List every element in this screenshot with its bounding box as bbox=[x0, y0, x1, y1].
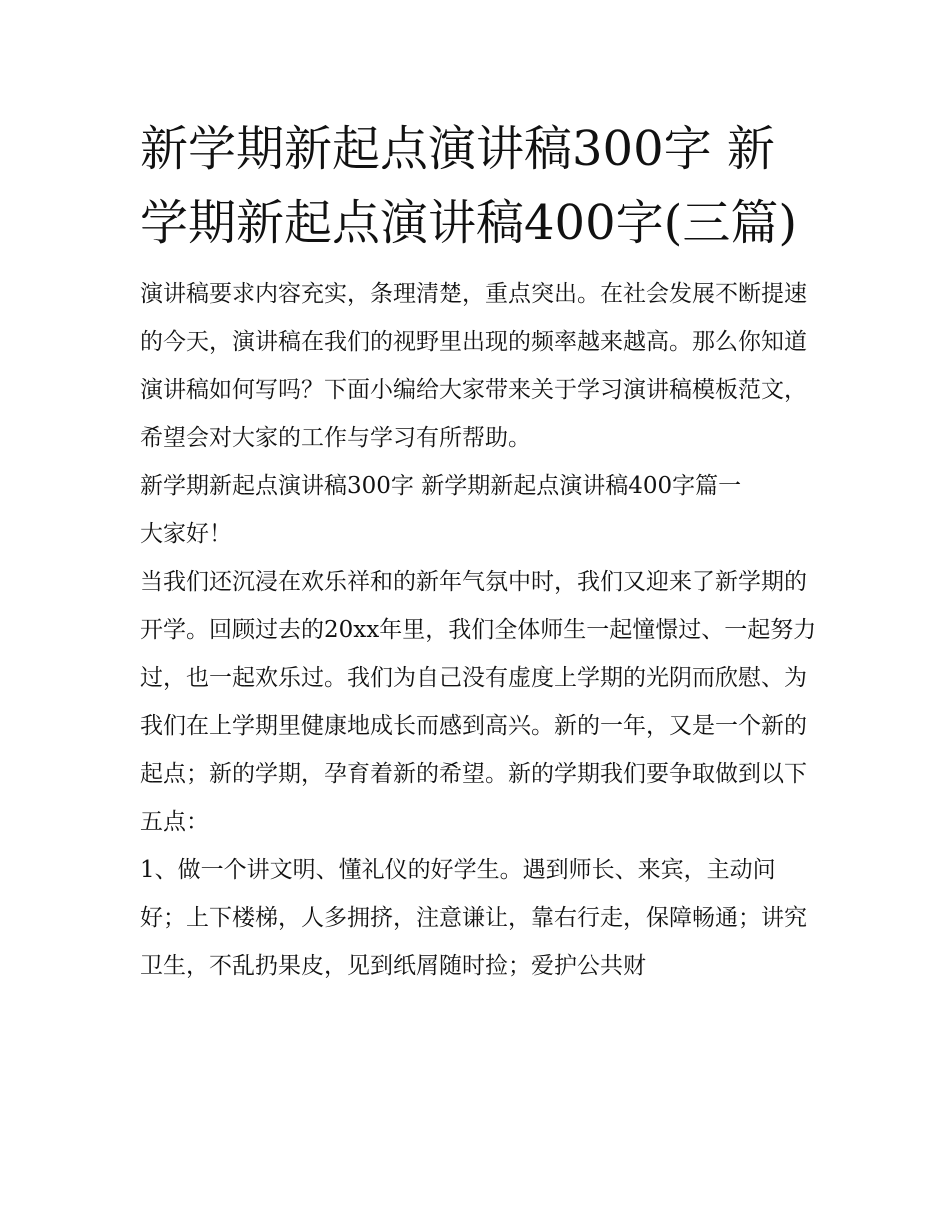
section-heading: 新学期新起点演讲稿300字 新学期新起点演讲稿400字篇一 bbox=[140, 473, 742, 499]
greeting-paragraph: 大家好！ bbox=[140, 521, 232, 547]
intro-paragraph: 演讲稿要求内容充实，条理清楚，重点突出。在社会发展不断提速的今天，演讲稿在我们的视野里出现的频率越来越高。那么你知道演讲稿如何写吗？下面小编给大家带来关于学习演讲稿模板范文，希望会对大家的工作与学习有所帮助。 bbox=[140, 281, 807, 451]
document-page bbox=[140, 112, 820, 990]
body-paragraph: 1、做一个讲文明、懂礼仪的好学生。遇到师长、来宾，主动问好；上下楼梯，人多拥挤，注意谦让，靠右行走，保障畅通；讲究卫生，不乱扔果皮，见到纸屑随时捡；爱护公共财 bbox=[140, 857, 807, 979]
body-paragraph: 当我们还沉浸在欢乐祥和的新年气氛中时，我们又迎来了新学期的开学。回顾过去的20xx年里，我们全体师生一起憧憬过、一起努力过，也一起欢乐过。我们为自己没有虚度上学期的光阴而欣慰、为我们在上学期里健康地成长而感到高兴。新的一年，又是一个新的起点；新的学期，孕育着新的希望。新的学期我们要争取做到以下五点： bbox=[140, 569, 817, 835]
document-title: 新学期新起点演讲稿300字 新学期新起点演讲稿400字(三篇) bbox=[140, 121, 798, 251]
